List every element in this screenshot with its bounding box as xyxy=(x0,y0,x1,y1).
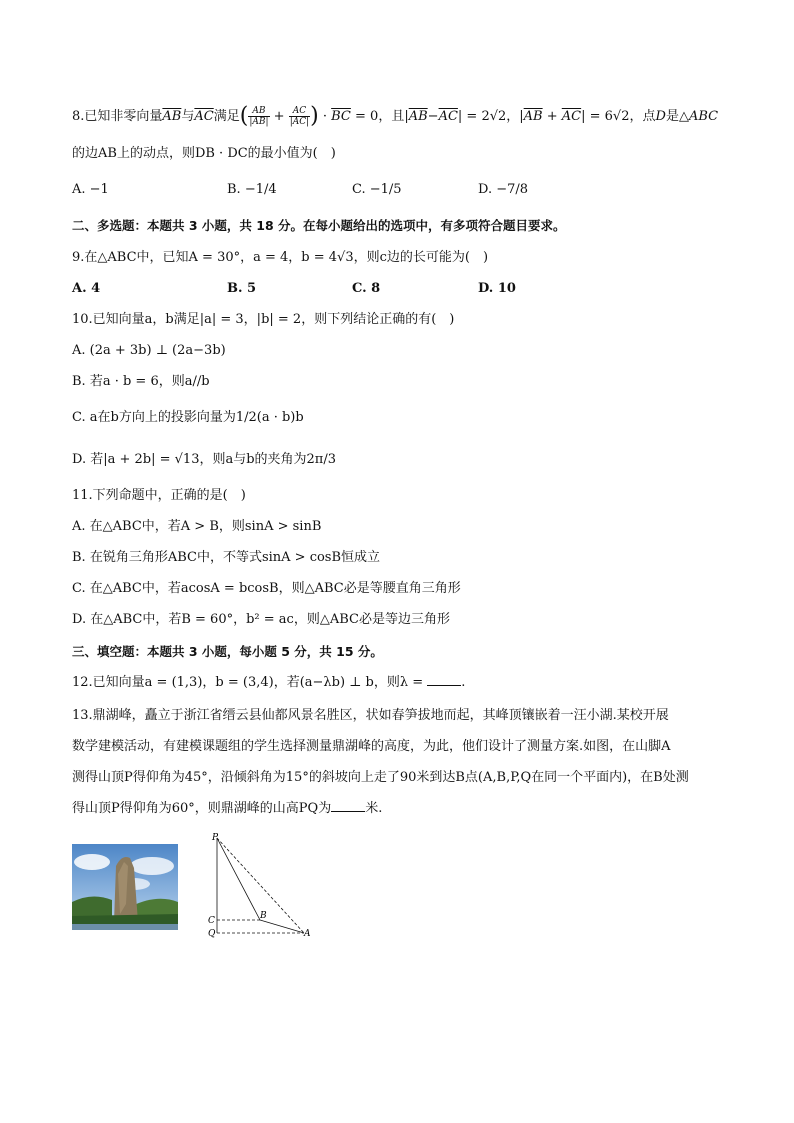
q9-stem: 9.在△ABC中，已知A = 30°，a = 4，b = 4√3，则c边的长可能为( ) xyxy=(72,250,489,265)
q11-option-a: A. 在△ABC中，若A > B，则sinA > sinB xyxy=(72,519,322,534)
q11-stem: 11.下列命题中，正确的是( ) xyxy=(72,488,246,503)
label-b: B xyxy=(260,911,267,921)
q13-line4-text: 得山顶P得仰角为60°，则鼎湖峰的山高PQ为 xyxy=(72,801,332,816)
q9-option-c: C. 8 xyxy=(352,281,381,296)
q10-option-a: A. (2a + 3b) ⊥ (2a−3b) xyxy=(72,343,226,358)
label-q: Q xyxy=(208,929,216,939)
line-ba xyxy=(260,920,304,933)
mountain-photo xyxy=(72,844,178,930)
q8-option-d: D. −7/8 xyxy=(478,182,529,197)
q11-option-d: D. 在△ABC中，若B = 60°，b² = ac，则△ABC必是等边三角形 xyxy=(72,612,450,627)
q9-option-d: D. 10 xyxy=(478,281,516,296)
q10-option-b: B. 若a · b = 6，则a//b xyxy=(72,374,210,389)
q9-option-b: B. 5 xyxy=(227,281,257,296)
label-c: C xyxy=(208,916,215,926)
q13-line2: 数学建模活动，有建模课题组的学生选择测量鼎湖峰的高度，为此，他们设计了测量方案.如图，在山脚A xyxy=(72,739,671,754)
q8-line2: 的边AB上的动点，则DB · DC的最小值为( ) xyxy=(72,146,336,161)
q13-line4-end: 米. xyxy=(365,801,383,816)
label-p: P xyxy=(212,833,219,843)
q10-option-d: D. 若|a + 2b| = √13，则a与b的夹角为2π/3 xyxy=(72,452,337,467)
q11-option-c: C. 在△ABC中，若acosA = bcosB，则△ABC必是等腰直角三角形 xyxy=(72,581,461,596)
q10-option-c: C. a在b方向上的投影向量为1/2(a · b)b xyxy=(72,410,304,425)
q10-stem: 10.已知向量a，b满足|a| = 3，|b| = 2，则下列结论正确的有( ) xyxy=(72,312,455,327)
q11-option-b: B. 在锐角三角形ABC中，不等式sinA > cosB恒成立 xyxy=(72,550,381,565)
q13-line3: 测得山顶P得仰角为45°，沿倾斜角为15°的斜坡向上走了90米到达B点(A,B,P,Q在同一个平面内)，在B处测 xyxy=(72,770,689,785)
geometry-diagram xyxy=(200,832,320,940)
q13-line4 xyxy=(72,799,382,819)
section-2-heading: 二、多选题：本题共 3 小题，共 18 分。在每小题给出的选项中，有多项符合题目要求。 xyxy=(72,218,566,233)
section-3-heading: 三、填空题：本题共 3 小题，每小题 5 分，共 15 分。 xyxy=(72,644,383,659)
label-a: A xyxy=(304,929,311,939)
q8-line1: 8.已知非零向量$\overline{AB}$与$\overline{AC}$满足( $\frac{AB}{|AB|}$ + $\frac{AC}{|AC|}$ ) · $\overline{BC} = 0$，且$|\overline{AB}-\overline{AC}| = 2√2$，$|\overline{AB} + \overline{AC}| = 6√2$，点D是△ABC xyxy=(72,103,719,129)
q13-answer-blank xyxy=(331,799,365,812)
q8-option-b: B. −1/4 xyxy=(227,182,277,197)
q9-option-a: A. 4 xyxy=(72,281,101,296)
line-pb xyxy=(217,838,260,920)
q13-line1: 13.鼎湖峰，矗立于浙江省缙云县仙都风景名胜区，状如春笋拔地而起，其峰顶镶嵌着一汪小湖.某校开展 xyxy=(72,708,669,723)
q8-option-a: A. −1 xyxy=(72,182,109,197)
q12-line: 12.已知向量a = (1,3)，b = (3,4)，若(a−λb) ⊥ b，则λ = . xyxy=(72,675,466,690)
q12-text: 12.已知向量a = (1,3)，b = (3,4)，若(a−λb) ⊥ b，则λ = xyxy=(72,675,428,690)
q12-answer-blank xyxy=(427,673,461,686)
q8-option-c: C. −1/5 xyxy=(352,182,402,197)
